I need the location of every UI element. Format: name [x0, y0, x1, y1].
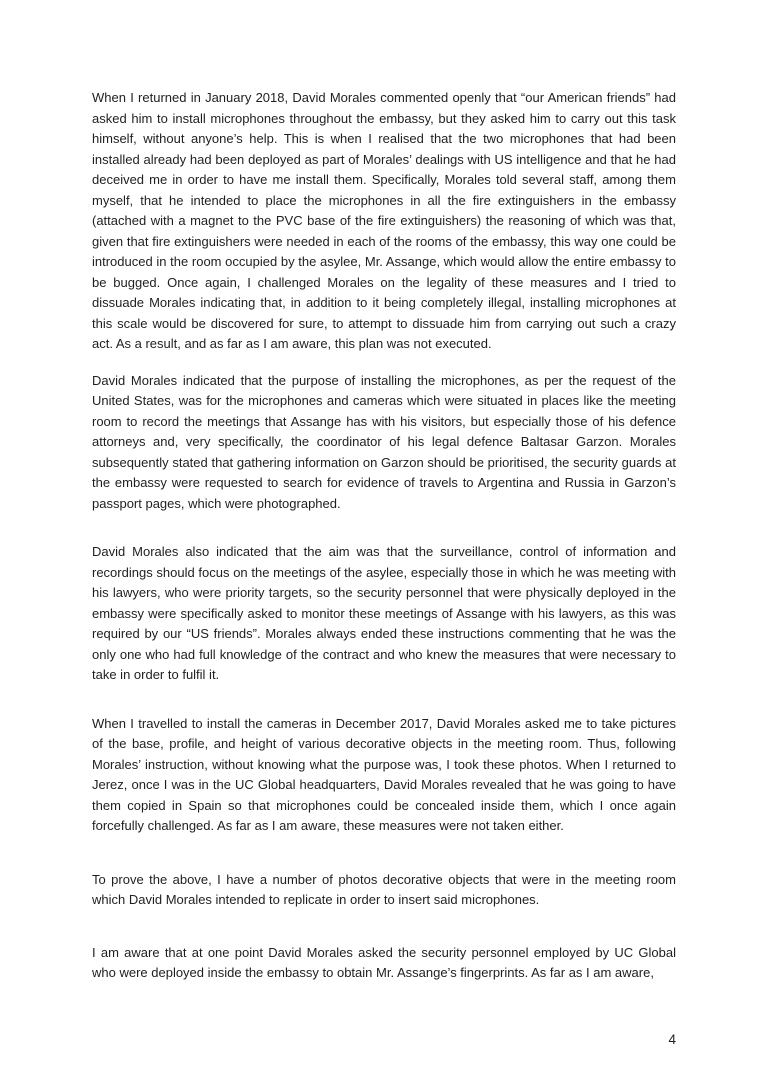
- page-number: 4: [668, 1032, 676, 1047]
- paragraph: When I returned in January 2018, David Morales commented openly that “our American friends” had asked him to install microphones throughout the embassy, but they asked him to carry out this task himself, without anyone’s help. This is when I realised that the two microphones that had been installed already had been deployed as part of Morales’ dealings with US intelligence and that he had deceived me in order to have me install them. Specifically, Morales told several staff, among them myself, that he intended to place the microphones in all the fire extinguishers in the embassy (attached with a magnet to the PVC base of the fire extinguishers) the reasoning of which was that, given that fire extinguishers were needed in each of the rooms of the embassy, this way one could be introduced in the room occupied by the asylee, Mr. Assange, which would allow the entire embassy to be bugged. Once again, I challenged Morales on the legality of these measures and I tried to dissuade Morales indicating that, in addition to it being completely illegal, installing microphones at this scale would be discovered for sure, to attempt to dissuade him from carrying out such a crazy act. As a result, and as far as I am aware, this plan was not executed.: [92, 90, 676, 351]
- document-body: [92, 88, 676, 984]
- paragraph: David Morales indicated that the purpose of installing the microphones, as per the request of the United States, was for the microphones and cameras which were situated in places like the meeting room to record the meetings that Assange has with his visitors, but especially those of his defence attorneys and, very specifically, the coordinator of his legal defence Baltasar Garzon. Morales subsequently stated that gathering information on Garzon should be prioritised, the security guards at the embassy were requested to search for evidence of travels to Argentina and Russia in Garzon’s passport pages, which were photographed.: [92, 372, 676, 511]
- paragraph: When I travelled to install the cameras in December 2017, David Morales asked me to take pictures of the base, profile, and height of various decorative objects in the meeting room. Thus, following Morales’ instruction, without knowing what the purpose was, I took these photos. When I returned to Jerez, once I was in the UC Global headquarters, David Morales revealed that he was going to have them copied in Spain so that microphones could be concealed inside them, which I once again forcefully challenged. As far as I am aware, these measures were not taken either.: [92, 715, 676, 833]
- page-footer: [92, 1030, 676, 1050]
- paragraph: I am aware that at one point David Morales asked the security personnel employed by UC Global who were deployed inside the embassy to obtain Mr. Assange’s fingerprints. As far as I am aware,: [92, 944, 676, 980]
- paragraph: To prove the above, I have a number of photos decorative objects that were in the meeting room which David Morales intended to replicate in order to insert said microphones.: [92, 871, 676, 907]
- paragraph: David Morales also indicated that the aim was that the surveillance, control of information and recordings should focus on the meetings of the asylee, especially those in which he was meeting with his lawyers, who were priority targets, so the security personnel that were physically deployed in the embassy were specifically asked to monitor these meetings of Assange with his lawyers, as this was required by our “US friends”. Morales always ended these instructions commenting that he was the only one who had full knowledge of the contract and who knew the measures that were necessary to take in order to fulfil it.: [92, 544, 676, 682]
